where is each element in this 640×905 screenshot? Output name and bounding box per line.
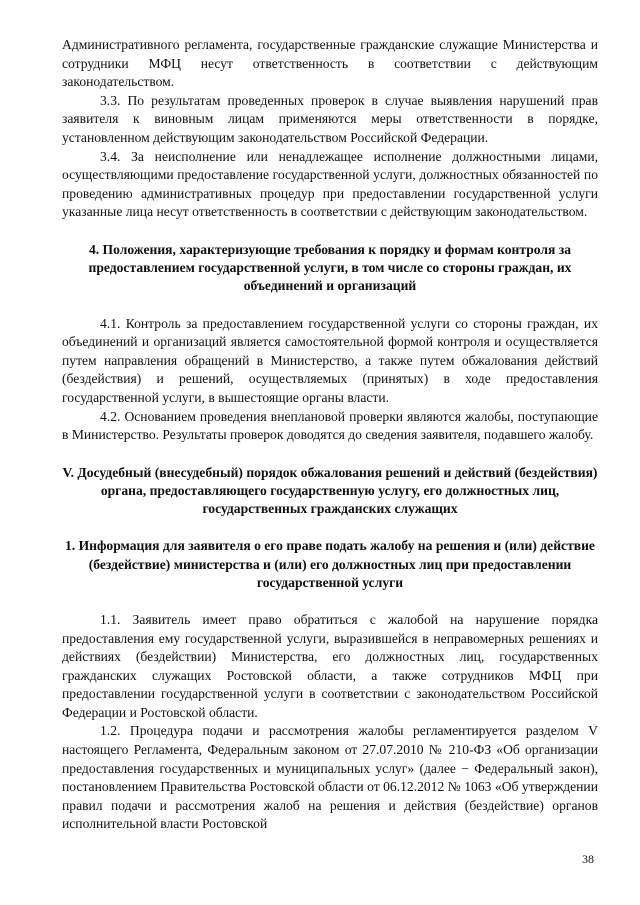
- paragraph-4-1: 4.1. Контроль за предоставлением государственной услуги со стороны граждан, их объединений и организаций является самостоятельной формой контроля и осуществляется путем направления обращений в Министерство, а также путем обжалования действий (бездействия) и решений, осуществляемых (принятых) в ходе предоставления государственной услуги, в вышестоящие органы власти.: [62, 315, 598, 405]
- page-number: 38: [582, 852, 594, 866]
- section-v-heading: V. Досудебный (внесудебный) порядок обжалования решений и действий (бездействия) органа, предоставляющего государственную услугу, его должностных лиц, государственных гражданских служащих: [62, 464, 598, 517]
- section-4-heading: 4. Положения, характеризующие требования к порядку и формам контроля за предоставлением государственной услуги, в том числе со стороны граждан, их объединений и организаций: [88, 241, 572, 294]
- paragraph-1-2: 1.2. Процедура подачи и рассмотрения жалобы регламентируется разделом V настоящего Регламента, Федеральным законом от 27.07.2010 № 210-ФЗ «Об организации предоставления государственных и муниципальных услуг» (далее − Федеральный закон), постановлением Правительства Ростовской области от 06.12.2012 № 1063 «Об утверждении правил подачи и рассмотрения жалоб на решения и действия (бездействие) органов исполнительной власти Ростовской: [62, 723, 598, 832]
- spacer: [62, 592, 598, 611]
- subsection-1-heading: 1. Информация для заявителя о его праве подать жалобу на решения и (или) действие (бездействие) министерства и (или) его должностных лиц при предоставлении государственной услуги: [65, 538, 595, 590]
- spacer: [62, 518, 598, 537]
- paragraph-3-4: 3.4. За неисполнение или ненадлежащее исполнение должностными лицами, осуществляющими предоставление государственной услуги, должностных обязанностей по проведению административных процедур при предоставлении государственной услуги указанные лица несут ответственность в соответствии с действующим законодательством.: [62, 148, 598, 220]
- paragraph-continuation: Административного регламента, государственные гражданские служащие Министерства и сотрудники МФЦ несут ответственность в соответствии с действующим законодательством.: [62, 37, 598, 90]
- paragraph-3-3: 3.3. По результатам проведенных проверок в случае выявления нарушений прав заявителя к виновным лицам применяются меры ответственности в порядке, установленном действующим законодательством Российской Федерации.: [62, 92, 598, 145]
- spacer: [62, 222, 598, 241]
- document-page: [62, 36, 598, 834]
- paragraph-4-2: 4.2. Основанием проведения внеплановой проверки являются жалобы, поступающие в Министерство. Результаты проверок доводятся до сведения заявителя, подавшего жалобу.: [62, 408, 598, 443]
- paragraph-1-1: 1.1. Заявитель имеет право обратиться с жалобой на нарушение порядка предоставления ему государственной услуги, выразившейся в неправомерных решениях и действиях (бездействии) Министерства, его должностных лиц, государственных гражданских служащих Ростовской области, а также сотрудников МФЦ при предоставлении государственной услуги в соответствии с законодательством Российской Федерации и Ростовской области.: [62, 611, 598, 720]
- spacer: [62, 445, 598, 464]
- spacer: [62, 296, 598, 315]
